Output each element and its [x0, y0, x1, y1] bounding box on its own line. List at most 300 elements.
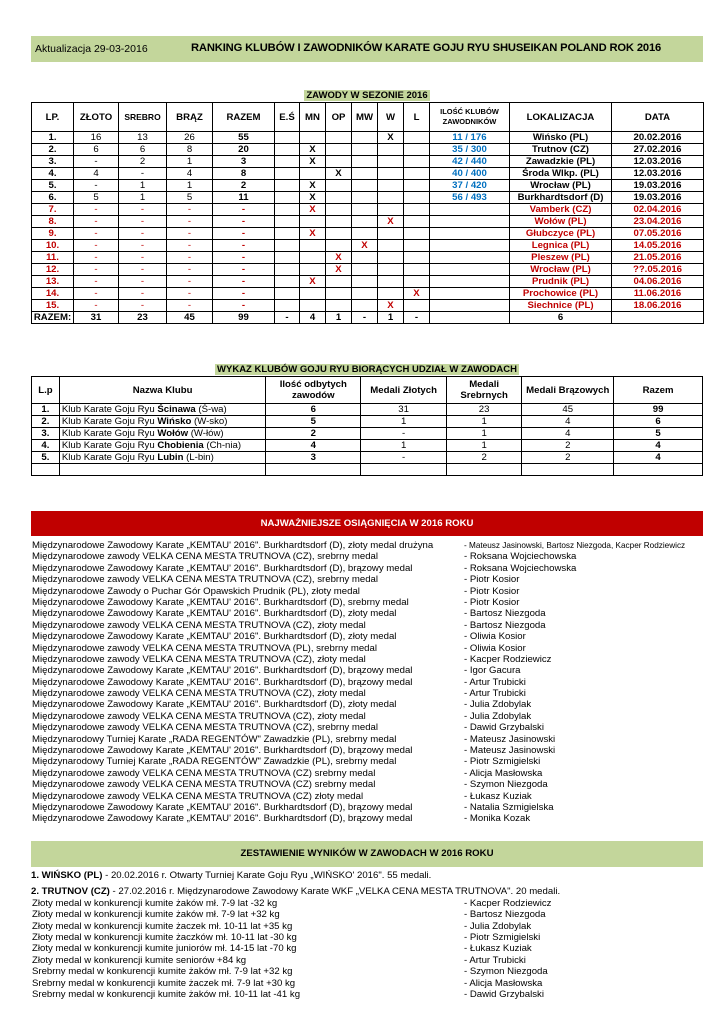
total-srebro: 23	[119, 312, 167, 324]
cell-zloto: -	[74, 228, 119, 240]
achievement-athlete: - Mateusz Jasinowski	[464, 733, 556, 745]
achievement-item	[31, 551, 724, 562]
club-city: Wińsko	[157, 416, 192, 427]
achievement-item	[31, 813, 724, 824]
achievement-desc: Międzynarodowe Zawody o Puchar Gór Opawskich Prudnik (PL), złoty medal	[32, 585, 360, 597]
achievement-desc: Międzynarodowe zawody VELKA CENA MESTA TRUTNOVA (CZ) srebrny medal	[32, 767, 376, 779]
cell-zl: 1	[361, 416, 447, 428]
cell-razem: 6	[614, 416, 703, 428]
medal-athlete: - Artur Trubicki	[464, 954, 526, 966]
achievement-item	[31, 665, 724, 676]
cell-sr: 1	[446, 416, 521, 428]
cell-braz: 1	[167, 180, 213, 192]
cell-ilosc: 40 / 400	[430, 168, 510, 180]
cell-w	[378, 276, 404, 288]
column-header: Medali Brązowych	[522, 377, 614, 404]
total-op: 1	[326, 312, 352, 324]
cell-razem: 2	[213, 180, 275, 192]
cell-braz: -	[167, 276, 213, 288]
cell-braz: -	[167, 228, 213, 240]
club-abbr: (Ś-wa)	[195, 404, 227, 415]
achievements-title: NAJWAŻNIEJSZE OSIĄGNIĘCIA W 2016 ROKU	[31, 511, 703, 536]
cell-op	[326, 144, 352, 156]
total-data	[612, 312, 704, 324]
cell-lok: Pleszew (PL)	[510, 252, 612, 264]
cell-op: X	[326, 252, 352, 264]
achievement-item	[31, 699, 724, 710]
cell-w	[378, 252, 404, 264]
achievement-desc: Międzynarodowy Turniej Karate „RADA REGENTÓW" Zawadzkie (PL), srebrny medal	[32, 756, 397, 768]
cell-srebro: 2	[119, 156, 167, 168]
table-row	[32, 180, 704, 192]
achievement-item	[31, 756, 724, 767]
cell-l: X	[404, 288, 430, 300]
cell-l	[404, 156, 430, 168]
cell-data: 18.06.2016	[612, 300, 704, 312]
achievement-item	[31, 734, 724, 745]
column-header: Medali Srebrnych	[446, 377, 521, 404]
cell-w	[378, 264, 404, 276]
cell-ilosc	[430, 240, 510, 252]
club-prefix: Klub Karate Goju Ryu	[61, 404, 158, 415]
achievement-item	[31, 574, 724, 585]
cell-l	[404, 192, 430, 204]
cell-op	[326, 240, 352, 252]
totals-row	[32, 312, 704, 324]
club-prefix: Klub Karate Goju Ryu	[61, 452, 158, 463]
club-abbr: (W-sko)	[191, 416, 228, 427]
cell-mn	[300, 300, 326, 312]
update-date: Aktualizacja 29-03-2016	[35, 43, 148, 55]
cell-srebro: -	[119, 276, 167, 288]
cell-w	[378, 288, 404, 300]
column-header: Medali Złotych	[361, 377, 447, 404]
cell-w	[378, 228, 404, 240]
page-title: RANKING KLUBÓW I ZAWODNIKÓW KARATE GOJU RYU SHUSEIKAN POLAND ROK 2016	[191, 42, 662, 54]
results-list	[31, 870, 724, 1000]
cell-mw	[352, 180, 378, 192]
cell-es	[275, 288, 300, 300]
cell-lp: 10.	[32, 240, 74, 252]
column-header: Razem	[614, 377, 703, 404]
cell-data: 27.02.2016	[612, 144, 704, 156]
cell-mn	[300, 240, 326, 252]
medal-athlete: - Łukasz Kuziak	[464, 943, 532, 955]
cell-lok: Legnica (PL)	[510, 240, 612, 252]
cell-mn: X	[300, 228, 326, 240]
achievement-desc: Międzynarodowe Zawodowy Karate „KEMTAU' 2016". Burkhardtsdorf (D), złoty medal	[32, 631, 397, 643]
cell-ilosc: 11 / 176	[430, 132, 510, 144]
cell-op	[326, 300, 352, 312]
cell-braz: -	[167, 300, 213, 312]
achievement-item	[31, 597, 724, 608]
achievement-athlete: - Roksana Wojciechowska	[464, 562, 577, 574]
cell-razem: -	[213, 228, 275, 240]
cell-razem: 3	[213, 156, 275, 168]
cell-mn	[300, 132, 326, 144]
table-row	[32, 204, 704, 216]
achievement-desc: Międzynarodowe Zawodowy Karate „KEMTAU' 2016". Burkhardtsdorf (D), brązowy medal	[32, 562, 413, 574]
cell-zloto: -	[74, 204, 119, 216]
column-header: LP.	[32, 103, 74, 132]
achievement-desc: Międzynarodowe Zawodowy Karate „KEMTAU' 2016". Burkhardtsdorf (D), brązowy medal	[32, 676, 413, 688]
cell-w	[378, 240, 404, 252]
achievement-athlete: - Oliwia Kosior	[464, 642, 526, 654]
cell-l	[404, 168, 430, 180]
column-header: W	[378, 103, 404, 132]
medal-desc: Srebrny medal w konkurencji kumite żaków mł. 10-11 lat -41 kg	[32, 988, 301, 1000]
cell-razem: -	[213, 204, 275, 216]
total-l: -	[404, 312, 430, 324]
cell-op: X	[326, 168, 352, 180]
cell-data: 19.03.2016	[612, 192, 704, 204]
cell-w	[378, 192, 404, 204]
cell-ilosc	[430, 228, 510, 240]
achievement-athlete: - Oliwia Kosior	[464, 631, 526, 643]
cell-op	[326, 156, 352, 168]
cell-w: X	[378, 300, 404, 312]
cell-lp: 14.	[32, 288, 74, 300]
clubs-title: WYKAZ KLUBÓW GOJU RYU BIORĄCYCH UDZIAŁ W ZAWODACH	[217, 364, 517, 375]
club-prefix: Klub Karate Goju Ryu	[61, 428, 158, 439]
column-header: BRĄZ	[167, 103, 213, 132]
achievement-athlete: - Szymon Niezgoda	[464, 779, 548, 791]
cell-ilosc	[430, 216, 510, 228]
cell-zloto: -	[74, 300, 119, 312]
achievement-athlete: - Igor Gacura	[464, 665, 521, 677]
empty-row	[32, 464, 703, 476]
cell-srebro: -	[119, 300, 167, 312]
cell-ilosc	[430, 264, 510, 276]
cell-srebro: -	[119, 264, 167, 276]
cell-mn: X	[300, 204, 326, 216]
cell-lok: Siechnice (PL)	[510, 300, 612, 312]
cell-braz: -	[167, 288, 213, 300]
cell-braz: 4	[167, 168, 213, 180]
cell-es	[275, 204, 300, 216]
cell-mn	[300, 168, 326, 180]
club-city: Chobienia	[157, 440, 204, 451]
cell-srebro: -	[119, 204, 167, 216]
table-row	[32, 300, 704, 312]
cell-zloto: -	[74, 180, 119, 192]
cell-lp: 1.	[32, 404, 60, 416]
cell-srebro: 6	[119, 144, 167, 156]
total-razem: 99	[213, 312, 275, 324]
table-row	[32, 132, 704, 144]
cell-es	[275, 180, 300, 192]
cell-lp: 1.	[32, 132, 74, 144]
medal-athlete: - Szymon Niezgoda	[464, 966, 548, 978]
cell-mn	[300, 288, 326, 300]
column-header: DATA	[612, 103, 704, 132]
cell-mw	[352, 204, 378, 216]
achievement-desc: Międzynarodowe zawody VELKA CENA MESTA TRUTNOVA (CZ), złoty medal	[32, 619, 366, 631]
medal-desc: Złoty medal w konkurencji kumite żaków mł. 7-9 lat -32 kg	[32, 897, 278, 909]
medal-desc: Złoty medal w konkurencji kumite juniorów mł. 14-15 lat -70 kg	[32, 943, 297, 955]
cell-mw	[352, 276, 378, 288]
medal-desc: Złoty medal w konkurencji kumite seniorów +84 kg	[32, 954, 247, 966]
cell-ilosc	[430, 204, 510, 216]
column-header: LOKALIZACJA	[510, 103, 612, 132]
cell-srebro: -	[119, 216, 167, 228]
achievement-athlete: - Artur Trubicki	[464, 688, 526, 700]
cell-mw	[352, 300, 378, 312]
total-mn: 4	[300, 312, 326, 324]
cell-lok: Środa Wlkp. (PL)	[510, 168, 612, 180]
column-header: Nazwa Klubu	[59, 377, 265, 404]
table-row	[32, 276, 704, 288]
cell-zloto: -	[74, 288, 119, 300]
achievement-item	[31, 677, 724, 688]
medal-item	[31, 932, 724, 943]
medal-item	[31, 978, 724, 989]
achievement-athlete: - Piotr Kosior	[464, 574, 520, 586]
cell-data: 11.06.2016	[612, 288, 704, 300]
cell-w	[378, 144, 404, 156]
cell-srebro: -	[119, 240, 167, 252]
cell-braz: 26	[167, 132, 213, 144]
total-mw: -	[352, 312, 378, 324]
cell-mn: X	[300, 276, 326, 288]
cell-lok: Vamberk (CZ)	[510, 204, 612, 216]
cell-lp: 4.	[32, 168, 74, 180]
achievement-item	[31, 586, 724, 597]
cell-op	[326, 228, 352, 240]
achievement-item	[31, 768, 724, 779]
achievement-desc: Międzynarodowe Zawodowy Karate „KEMTAU' 2016". Burkhardtsdorf (D), złoty medal	[32, 608, 397, 620]
cell-mn	[300, 216, 326, 228]
cell-mw	[352, 264, 378, 276]
cell-data: ??.05.2016	[612, 264, 704, 276]
medal-desc: Złoty medal w konkurencji kumite żaków mł. 7-9 lat +32 kg	[32, 909, 280, 921]
cell-razem: 55	[213, 132, 275, 144]
cell-zloto: -	[74, 240, 119, 252]
cell-data: 21.05.2016	[612, 252, 704, 264]
club-abbr: (W-łów)	[188, 428, 224, 439]
season-title: ZAWODY W SEZONIE 2016	[306, 90, 428, 101]
achievement-athlete: - Monika Kozak	[464, 813, 531, 825]
cell-mn: X	[300, 144, 326, 156]
column-header: ILOŚĆ KLUBÓW ZAWODNIKÓW	[430, 103, 510, 132]
cell-lok: Prochowice (PL)	[510, 288, 612, 300]
header-bar	[31, 36, 703, 62]
medal-item	[31, 943, 724, 954]
cell-braz: 5	[167, 192, 213, 204]
cell-es	[275, 192, 300, 204]
achievement-athlete: - Alicja Masłowska	[464, 767, 543, 779]
cell-op	[326, 204, 352, 216]
season-table	[31, 102, 704, 324]
cell-data: 07.05.2016	[612, 228, 704, 240]
cell-razem: 5	[614, 428, 703, 440]
achievement-athlete: - Piotr Kosior	[464, 596, 520, 608]
cell-lok: Burkhardtsdorf (D)	[510, 192, 612, 204]
cell-lok: Prudnik (PL)	[510, 276, 612, 288]
cell-w	[378, 180, 404, 192]
cell-w	[378, 168, 404, 180]
achievement-athlete: - Dawid Grzybalski	[464, 722, 544, 734]
cell-op	[326, 192, 352, 204]
cell-br: 4	[522, 416, 614, 428]
cell-zloto: 16	[74, 132, 119, 144]
achievements-list	[31, 540, 724, 825]
cell-l	[404, 228, 430, 240]
achievement-desc: Międzynarodowe Zawodowy Karate „KEMTAU' 2016". Burkhardtsdorf (D), brązowy medal	[32, 665, 413, 677]
cell-ilosc	[430, 252, 510, 264]
medal-desc: Złoty medal w konkurencji kumite żaczków mł. 10-11 lat -30 kg	[32, 931, 297, 943]
total-es: -	[275, 312, 300, 324]
cell-lok: Wrocław (PL)	[510, 264, 612, 276]
achievement-athlete: - Bartosz Niezgoda	[464, 608, 546, 620]
cell-es	[275, 240, 300, 252]
table-row	[32, 252, 704, 264]
cell-razem: 99	[614, 404, 703, 416]
column-header: L.p	[32, 377, 60, 404]
cell-ilosc	[430, 300, 510, 312]
cell-mw	[352, 168, 378, 180]
cell-sr: 1	[446, 440, 521, 452]
cell-zawody: 4	[266, 440, 361, 452]
cell-lok: Wińsko (PL)	[510, 132, 612, 144]
cell-l	[404, 132, 430, 144]
cell-braz: -	[167, 204, 213, 216]
cell-srebro: 13	[119, 132, 167, 144]
cell-srebro: -	[119, 168, 167, 180]
table-row	[32, 428, 703, 440]
cell-lp: 5.	[32, 452, 60, 464]
cell-sr: 23	[446, 404, 521, 416]
cell-es	[275, 300, 300, 312]
cell-l	[404, 252, 430, 264]
cell-lp: 4.	[32, 440, 60, 452]
cell-razem: -	[213, 240, 275, 252]
cell-lok: Wrocław (PL)	[510, 180, 612, 192]
cell-lok: Zawadzkie (PL)	[510, 156, 612, 168]
achievement-desc: Międzynarodowe zawody VELKA CENA MESTA TRUTNOVA (PL), srebrny medal	[32, 642, 377, 654]
cell-l	[404, 300, 430, 312]
cell-lp: 12.	[32, 264, 74, 276]
cell-zloto: 5	[74, 192, 119, 204]
achievement-item	[31, 745, 724, 756]
cell-w: X	[378, 132, 404, 144]
cell-data: 04.06.2016	[612, 276, 704, 288]
cell-es	[275, 132, 300, 144]
achievement-desc: Międzynarodowe zawody VELKA CENA MESTA TRUTNOVA (CZ) złoty medal	[32, 790, 364, 802]
cell-razem: -	[213, 252, 275, 264]
cell-mn	[300, 252, 326, 264]
achievement-item	[31, 563, 724, 574]
cell-razem: 4	[614, 452, 703, 464]
total-braz: 45	[167, 312, 213, 324]
cell-data: 02.04.2016	[612, 204, 704, 216]
cell-br: 4	[522, 428, 614, 440]
achievement-athlete: - Piotr Szmigielski	[464, 756, 541, 768]
cell-mw	[352, 144, 378, 156]
cell-w	[378, 204, 404, 216]
cell-data: 12.03.2016	[612, 168, 704, 180]
cell-braz: -	[167, 264, 213, 276]
cell-l	[404, 144, 430, 156]
cell-es	[275, 252, 300, 264]
cell-op	[326, 288, 352, 300]
achievement-athlete: - Artur Trubicki	[464, 676, 526, 688]
cell-mn: X	[300, 156, 326, 168]
table-row	[32, 228, 704, 240]
cell-razem: -	[213, 216, 275, 228]
club-city: Wołów	[157, 428, 189, 439]
column-header: SREBRO	[119, 103, 167, 132]
column-header: L	[404, 103, 430, 132]
cell-razem: 11	[213, 192, 275, 204]
achievement-item	[31, 608, 724, 619]
cell-mw	[352, 228, 378, 240]
medal-item	[31, 921, 724, 932]
column-header: OP	[326, 103, 352, 132]
cell-lp: 9.	[32, 228, 74, 240]
cell-zloto: -	[74, 252, 119, 264]
medal-item	[31, 898, 724, 909]
medal-desc: Złoty medal w konkurencji kumite żaczek mł. 10-11 lat +35 kg	[32, 920, 293, 932]
achievement-desc: Międzynarodowe zawody VELKA CENA MESTA TRUTNOVA (CZ), złoty medal	[32, 688, 366, 700]
cell-srebro: -	[119, 288, 167, 300]
cell-lp: 13.	[32, 276, 74, 288]
event-2: 2. TRUTNOV (CZ) - 27.02.2016 r. Międzynarodowe Zawodowy Karate WKF „VELKA CENA MESTA TRUTNOVA". 20 medali.	[31, 886, 561, 898]
table-row	[32, 168, 704, 180]
achievement-desc: Międzynarodowe Zawodowy Karate „KEMTAU' 2016". Burkhardtsdorf (D), srebrny medal	[32, 596, 409, 608]
table-row	[32, 440, 703, 452]
cell-l	[404, 276, 430, 288]
table-row	[32, 192, 704, 204]
achievement-item	[31, 791, 724, 802]
medal-item	[31, 955, 724, 966]
cell-razem: -	[213, 264, 275, 276]
cell-lp: 11.	[32, 252, 74, 264]
total-ilosc	[430, 312, 510, 324]
cell-es	[275, 168, 300, 180]
medal-athlete: - Dawid Grzybalski	[464, 988, 544, 1000]
column-header: E.Ś	[275, 103, 300, 132]
table-row	[32, 216, 704, 228]
cell-sr: 2	[446, 452, 521, 464]
cell-club-name	[59, 428, 265, 440]
achievement-item	[31, 631, 724, 642]
cell-ilosc: 37 / 420	[430, 180, 510, 192]
club-abbr: (L-bin)	[183, 452, 214, 463]
column-header: Ilość odbytych zawodów	[266, 377, 361, 404]
cell-srebro: -	[119, 252, 167, 264]
cell-razem: 8	[213, 168, 275, 180]
total-w: 1	[378, 312, 404, 324]
achievement-athlete: - Natalia Szmigielska	[464, 801, 554, 813]
achievement-desc: Międzynarodowe zawody VELKA CENA MESTA TRUTNOVA (CZ), srebrny medal	[32, 574, 379, 586]
achievement-athlete: - Mateusz Jasinowski	[464, 745, 556, 757]
achievement-desc: Międzynarodowe zawody VELKA CENA MESTA TRUTNOVA (CZ), srebrny medal	[32, 722, 379, 734]
cell-br: 45	[522, 404, 614, 416]
cell-es	[275, 228, 300, 240]
achievement-desc: Międzynarodowe Zawodowy Karate „KEMTAU' 2016". Burkhardtsdorf (D), złoty medal drużyna	[32, 540, 434, 551]
achievement-athlete: - Bartosz Niezgoda	[464, 619, 546, 631]
cell-op	[326, 276, 352, 288]
column-header: MW	[352, 103, 378, 132]
achievement-athlete: - Julia Zdobylak	[464, 710, 532, 722]
cell-zawody: 5	[266, 416, 361, 428]
achievement-athlete: - Piotr Kosior	[464, 585, 520, 597]
cell-sr: 1	[446, 428, 521, 440]
cell-mw	[352, 192, 378, 204]
medal-item	[31, 989, 724, 1000]
achievement-item	[31, 540, 724, 551]
